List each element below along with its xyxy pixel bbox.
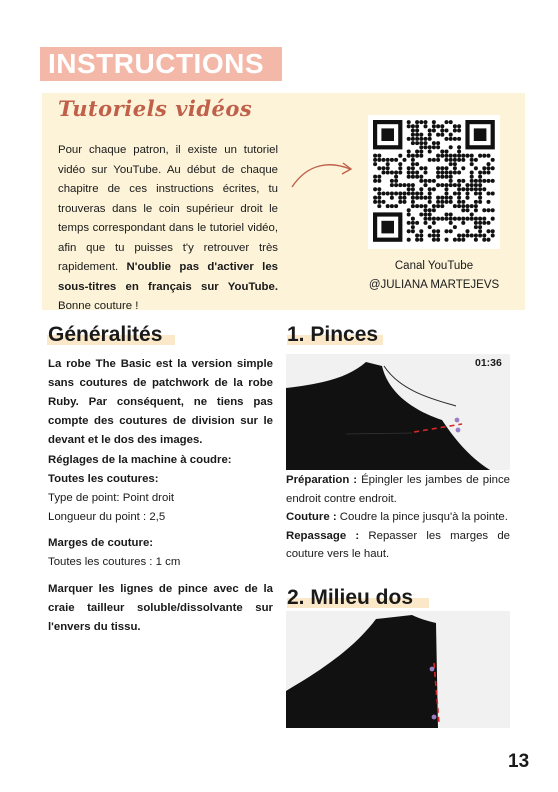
mark-lines-instruction: Marquer les lignes de pince avec de la craie tailleur soluble/dissolvante sur l'envers du tissu. bbox=[48, 583, 273, 633]
milieu-dos-photo bbox=[286, 611, 510, 728]
tutorial-text bbox=[58, 141, 278, 317]
pinces-step-label: Couture : bbox=[286, 511, 337, 523]
pinces-step bbox=[286, 508, 510, 527]
pinces-steps bbox=[286, 471, 510, 564]
dress-back-illustration bbox=[286, 611, 510, 728]
pinces-step-text: Repasser les marges de couture vers le haut. bbox=[286, 529, 510, 560]
channel-handle: @JULIANA MARTEJEVS bbox=[368, 279, 500, 291]
page-title: INSTRUCTIONS bbox=[48, 48, 264, 79]
pinces-step-label: Repassage : bbox=[286, 529, 360, 542]
tutorial-text-1: Pour chaque patron, il existe un tutoriel vidéo sur YouTube. Au début de chaque chapitre de ces instructions écrites, tu trouveras dans le coin supérieur droit le temps correspondant dans le tutoriel vidéo, afin que tu puisses t'y retrouver très rapidement. bbox=[58, 144, 278, 273]
pinces-title: 1. Pinces bbox=[287, 323, 379, 346]
pinces-step bbox=[286, 527, 510, 564]
machine-settings-heading: Réglages de la machine à coudre: bbox=[48, 454, 232, 466]
stitch-type: Type de point: Point droit bbox=[48, 492, 175, 504]
tutorial-text-bold: N'oublie pas d'activer les sous-titres en français sur YouTube. bbox=[58, 261, 279, 293]
generalites-title: Généralités bbox=[48, 323, 163, 346]
tutorial-text-2: Bonne couture ! bbox=[58, 300, 139, 312]
pinces-photo bbox=[286, 354, 510, 470]
pinces-step-text: Épingler les jambes de pince endroit contre endroit. bbox=[286, 474, 510, 505]
tutorial-heading: Tutoriels vidéos bbox=[58, 96, 253, 121]
stitch-length: Longueur du point : 2,5 bbox=[48, 511, 166, 523]
pinces-step bbox=[286, 471, 510, 508]
pinces-step-label: Préparation : bbox=[286, 474, 358, 486]
milieu-dos-title: 2. Milieu dos bbox=[287, 586, 414, 609]
allowance-heading: Marges de couture: bbox=[48, 537, 154, 549]
allowance-value: Toutes les coutures : 1 cm bbox=[48, 556, 181, 568]
video-timestamp: 01:36 bbox=[475, 357, 502, 369]
qr-code-icon[interactable] bbox=[368, 115, 500, 249]
pinces-step-text: Coudre la pince jusqu'à la pointe. bbox=[339, 511, 508, 523]
channel-name: Canal YouTube bbox=[394, 260, 474, 272]
generalites-intro: La robe The Basic est la version simple sans coutures de patchwork de la robe Ruby. Par conséquent, ne tiens pas compte des coutures de division sur le devant et le dos des images. bbox=[48, 358, 273, 446]
dress-dart-illustration bbox=[286, 354, 510, 470]
curved-arrow-icon bbox=[288, 155, 358, 195]
seams-heading: Toutes les coutures: bbox=[48, 473, 159, 485]
page-number: 13 bbox=[508, 751, 530, 772]
